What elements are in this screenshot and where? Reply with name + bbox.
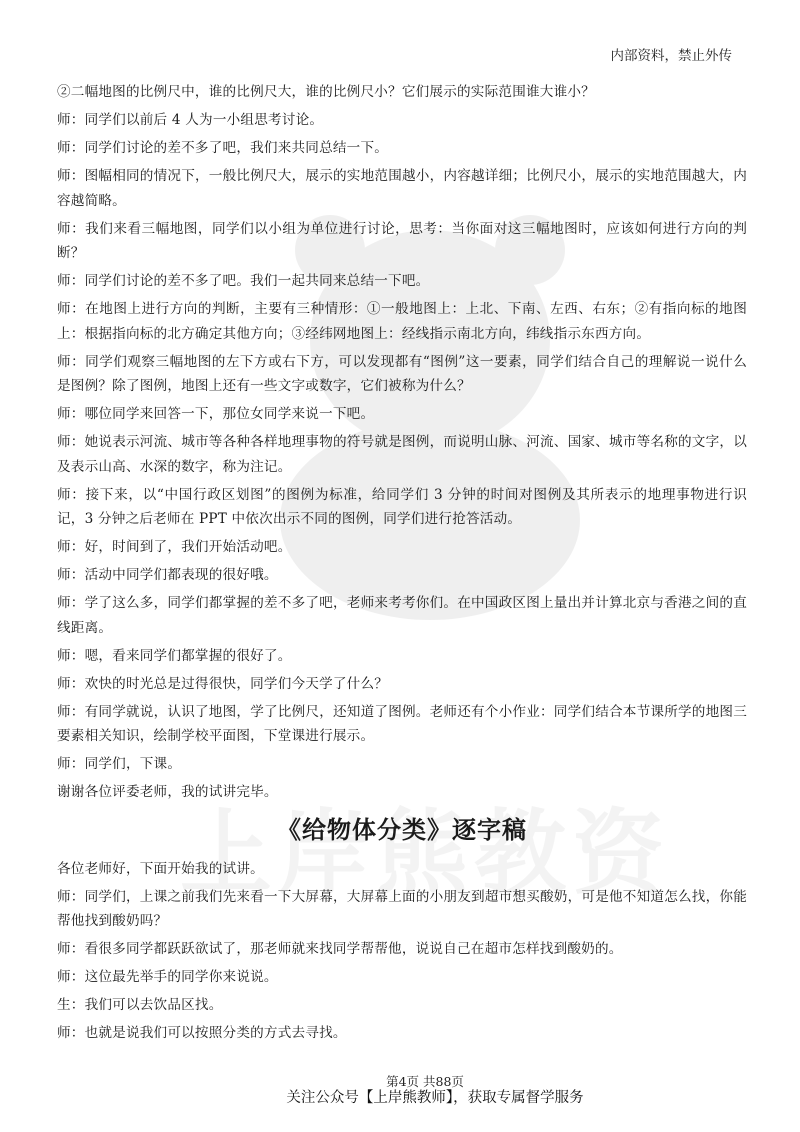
document-body xyxy=(57,80,747,1049)
paragraph: 生：我们可以去饮品区找。 xyxy=(57,997,223,1013)
paragraph: 谢谢各位评委老师，我的试讲完毕。 xyxy=(57,784,278,800)
paragraph: 师：同学们，下课。 xyxy=(57,756,182,772)
paragraph: 师：接下来，以“中国行政区划图”的图例为标准，给同学们 3 分钟的时间对图例及其所表示的地理事物进行识记，3 分钟之后老师在 PPT 中依次出示不同的图例，同学们进行抢答活动。 xyxy=(57,486,747,527)
paragraph: 师：同学们观察三幅地图的左下方或右下方，可以发现都有“图例”这一要素，同学们结合自己的理解说一说什么是图例？除了图例，地图上还有一些文字或数字，它们被称为什么？ xyxy=(57,353,747,394)
paragraph: 师：同学们以前后 4 人为一小组思考讨论。 xyxy=(57,112,324,128)
paragraph: 师：有同学就说，认识了地图，学了比例尺，还知道了图例。老师还有个小作业：同学们结合本节课所学的地图三要素相关知识，绘制学校平面图，下堂课进行展示。 xyxy=(57,703,747,744)
paragraph: 师：好，时间到了，我们开始活动吧。 xyxy=(57,539,292,555)
paragraph: ②二幅地图的比例尺中，谁的比例尺大，谁的比例尺小？它们展示的实际范围谁大谁小？ xyxy=(57,84,595,100)
paragraph: 师：也就是说我们可以按照分类的方式去寻找。 xyxy=(57,1025,347,1041)
paragraph: 师：学了这么多，同学们都掌握的差不多了吧，老师来考考你们。在中国政区图上量出并计算北京与香港之间的直线距离。 xyxy=(57,595,747,636)
paragraph: 师：她说表示河流、城市等各种各样地理事物的符号就是图例，而说明山脉、河流、国家、城市等名称的文字，以及表示山高、水深的数字，称为注记。 xyxy=(57,434,747,475)
paragraph: 各位老师好，下面开始我的试讲。 xyxy=(57,860,264,877)
paragraph: 师：欢快的时光总是过得很快，同学们今天学了什么？ xyxy=(57,675,389,692)
paragraph: 师：看很多同学都跃跃欲试了，那老师就来找同学帮帮他，说说自己在超市怎样找到酸奶的。 xyxy=(57,941,623,957)
paragraph: 师：在地图上进行方向的判断，主要有三种情形：①一般地图上：上北、下南、左西、右东；②有指向标的地图上：根据指向标的北方确定其他方向；③经纬网地图上：经线指示南北方向，纬线指示东西方向。 xyxy=(57,301,747,342)
paragraph: 师：活动中同学们都表现的很好哦。 xyxy=(57,567,278,583)
paragraph: 师：这位最先举手的同学你来说说。 xyxy=(57,969,278,985)
page-number: 第4页 共88页 xyxy=(386,1074,464,1089)
section-title: 《给物体分类》逐字稿 xyxy=(277,814,527,844)
paragraph: 师：同学们讨论的差不多了吧，我们来共同总结一下。 xyxy=(57,140,389,156)
paragraph: 师：嗯，看来同学们都掌握的很好了。 xyxy=(57,647,292,664)
paragraph: 师：我们来看三幅地图，同学们以小组为单位进行讨论，思考：当你面对这三幅地图时，应该如何进行方向的判断？ xyxy=(57,220,747,261)
paragraph: 师：同学们，上课之前我们先来看一下大屏幕，大屏幕上面的小朋友到超市想买酸奶，可是他不知道怎么找，你能帮他找到酸奶吗？ xyxy=(57,888,747,929)
footer-promo-note: 关注公众号【上岸熊教师】，获取专属督学服务 xyxy=(286,1090,584,1106)
header-confidential-note: 内部资料，禁止外传 xyxy=(610,48,732,64)
paragraph: 师：同学们讨论的差不多了吧。我们一起共同来总结一下吧。 xyxy=(57,273,430,289)
paragraph: 师：图幅相同的情况下，一般比例尺大，展示的实地范围越小，内容越详细；比例尺小，展示的实地范围越大，内容越简略。 xyxy=(57,168,747,209)
paragraph: 师：哪位同学来回答一下，那位女同学来说一下吧。 xyxy=(57,406,375,422)
